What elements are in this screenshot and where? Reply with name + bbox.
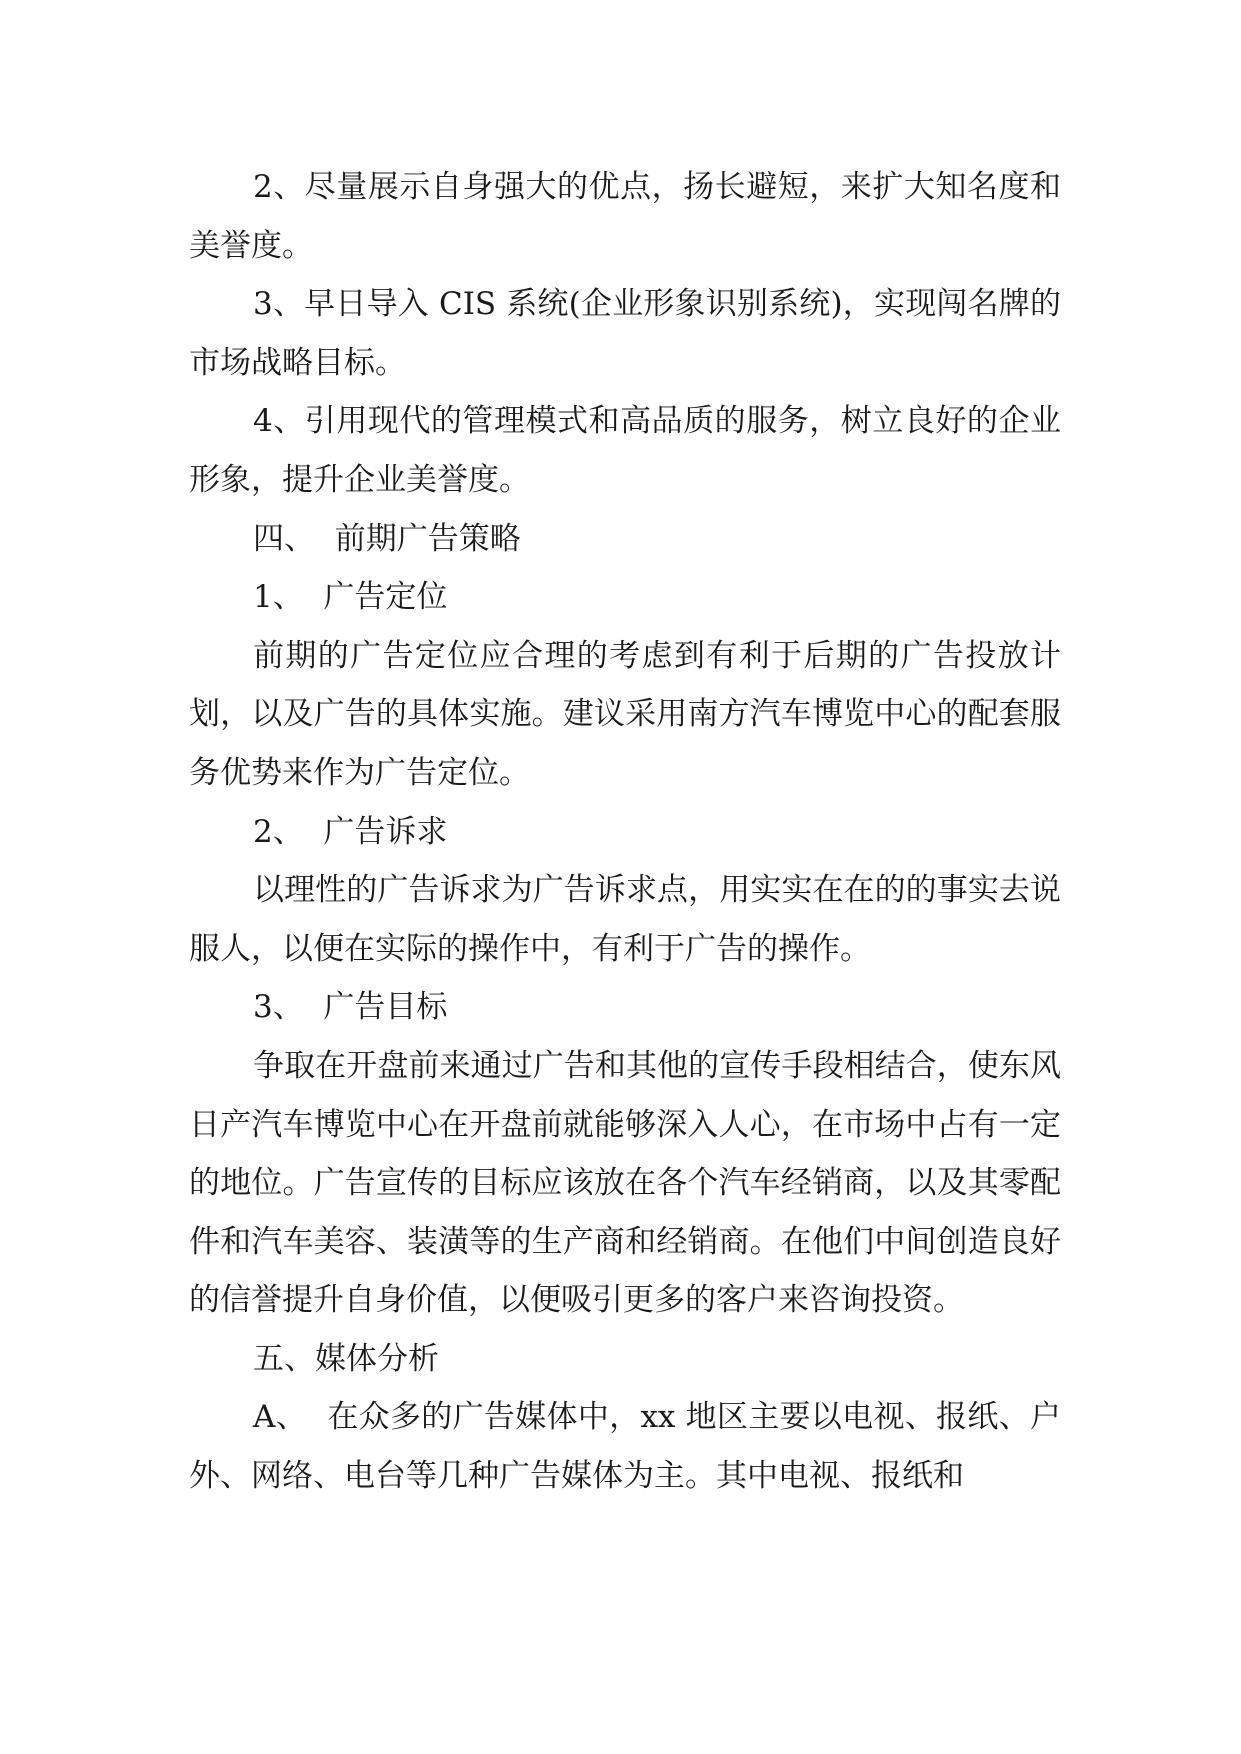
subheading-ad-appeal: 2、 广告诉求 (253, 813, 448, 850)
paragraph-media-analysis-a: A、 在众多的广告媒体中，xx 地区主要以电视、报纸、户外、网络、电台等几种广告媒体为主。其中电视、报纸和 (189, 1399, 1061, 1495)
subheading-ad-goal: 3、 广告目标 (253, 989, 448, 1026)
paragraph-2-showcase-strengths: 2、尽量展示自身强大的优点，扬长避短，来扩大知名度和美誉度。 (189, 169, 1061, 264)
subheading-ad-positioning: 1、 广告定位 (253, 579, 448, 616)
section-heading-early-ad-strategy: 四、 前期广告策略 (253, 520, 521, 557)
paragraph-ad-positioning: 前期的广告定位应合理的考虑到有利于后期的广告投放计划，以及广告的具体实施。建议采用南方汽车博览中心的配套服务优势来作为广告定位。 (189, 637, 1061, 791)
paragraph-ad-appeal: 以理性的广告诉求为广告诉求点，用实实在在的的事实去说服人，以便在实际的操作中，有利于广告的操作。 (189, 872, 1061, 967)
paragraph-ad-goal: 争取在开盘前来通过广告和其他的宣传手段相结合，使东风日产汽车博览中心在开盘前就能够深入人心，在市场中占有一定的地位。广告宣传的目标应该放在各个汽车经销商，以及其零配件和汽车美容、装潢等的生产商和经销商。在他们中间创造良好的信誉提升自身价值，以便吸引更多的客户来咨询投资。 (189, 1047, 1061, 1319)
paragraph-3-cis-system: 3、早日导入 CIS 系统(企业形象识别系统)，实现闯名牌的市场战略目标。 (189, 286, 1061, 381)
document-body (189, 158, 1061, 1506)
paragraph-4-management-mode: 4、引用现代的管理模式和高品质的服务，树立良好的企业形象，提升企业美誉度。 (189, 403, 1061, 498)
section-heading-media-analysis: 五、媒体分析 (253, 1340, 439, 1377)
